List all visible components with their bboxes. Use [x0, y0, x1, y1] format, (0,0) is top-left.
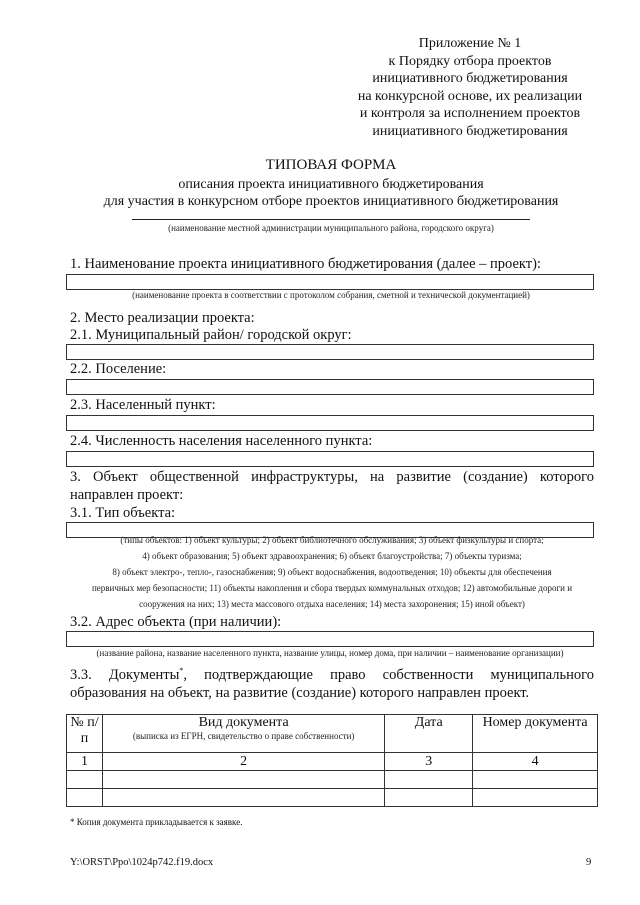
documents-label-start: 3.3. Документы — [70, 667, 180, 683]
table-numbering-row — [67, 753, 598, 771]
object-address-hint: (название района, название населенного пункта, название улицы, номер дома, при наличии – наименование организации) — [96, 648, 564, 658]
header-doc-type — [102, 715, 384, 753]
object-address-field[interactable] — [66, 631, 594, 647]
table-cell[interactable] — [473, 789, 598, 807]
documents-label-end: , подтверждающие право собственности муниципального образования на объект, на развитие (создание) которого направлен проект. — [70, 667, 594, 701]
population-label: 2.4. Численность населения населенного пункта: — [70, 433, 373, 449]
appendix-block — [330, 35, 610, 141]
object-address-label: 3.2. Адрес объекта (при наличии): — [70, 614, 282, 630]
table-cell[interactable] — [385, 789, 473, 807]
column-number: 1 — [67, 753, 103, 771]
table-header-row — [67, 715, 598, 753]
appendix-line: инициативного бюджетирования — [372, 71, 568, 87]
object-types-hint — [70, 532, 594, 612]
project-name-label: 1. Наименование проекта инициативного бюджетирования (далее – проект): — [70, 256, 541, 272]
header-doc-type-label: Вид документа — [198, 715, 289, 730]
documents-table — [66, 714, 598, 807]
form-subtitle-1: описания проекта инициативного бюджетирования — [178, 177, 484, 192]
table-cell[interactable] — [102, 789, 384, 807]
object-types-line: (типы объектов: 1) объект культуры; 2) объект библиотечного обслуживания; 3) объект физкультуры и спорта; — [120, 535, 544, 545]
infrastructure-label: 3. Объект общественной инфраструктуры, на развитие (создание) которого направлен проект: — [70, 469, 594, 503]
place-label: 2. Место реализации проекта: — [70, 310, 255, 326]
object-types-line: 4) объект образования; 5) объект здравоохранения; 6) объект благоустройства; 7) объекты туризма; — [142, 551, 522, 561]
table-cell[interactable] — [473, 771, 598, 789]
page-number: 9 — [586, 857, 592, 868]
admin-name-hint: (наименование местной администрации муниципального района, городского округа) — [168, 223, 494, 233]
documents-label — [70, 667, 594, 702]
header-doc-number: Номер документа — [473, 715, 598, 753]
appendix-line: Приложение № 1 — [418, 36, 522, 51]
header-num: № п/п — [67, 715, 103, 753]
table-cell[interactable] — [385, 771, 473, 789]
settlement-field[interactable] — [66, 379, 594, 395]
settlement-label: 2.2. Поселение: — [70, 361, 167, 377]
project-name-field[interactable] — [66, 274, 594, 290]
district-label: 2.1. Муниципальный район/ городской округ: — [70, 327, 352, 343]
appendix-line: к Порядку отбора проектов — [388, 53, 552, 69]
population-field[interactable] — [66, 451, 594, 467]
table-row — [67, 771, 598, 789]
footnote-mark: * — [179, 666, 184, 676]
table-row — [67, 789, 598, 807]
form-subtitle-2: для участия в конкурсном отборе проектов инициативного бюджетирования — [103, 194, 559, 209]
project-name-hint: (наименование проекта в соответствии с протоколом собрания, сметной и технической документацией) — [132, 290, 530, 300]
table-cell[interactable] — [67, 789, 103, 807]
table-cell[interactable] — [67, 771, 103, 789]
object-types-line: 8) объект электро-, тепло-, газоснабжения; 9) объект водоснабжения, водоотведения; 10) объекты для обеспечения — [112, 567, 552, 577]
object-types-line: сооружения на них; 13) места массового отдыха населения; 14) места захоронения; 15) иной объект) — [139, 599, 525, 609]
column-number: 4 — [473, 753, 598, 771]
appendix-line: инициативного бюджетирования — [372, 123, 568, 139]
admin-name-line — [132, 219, 530, 220]
footnote: * Копия документа прикладывается к заявке. — [70, 817, 243, 827]
column-number: 2 — [102, 753, 384, 771]
district-field[interactable] — [66, 344, 594, 360]
column-number: 3 — [385, 753, 473, 771]
appendix-line: на конкурсной основе, их реализации — [357, 88, 583, 104]
object-type-label: 3.1. Тип объекта: — [70, 505, 176, 521]
locality-field[interactable] — [66, 415, 594, 431]
form-title: ТИПОВАЯ ФОРМА — [265, 157, 397, 173]
header-date: Дата — [385, 715, 473, 753]
table-cell[interactable] — [102, 771, 384, 789]
footer-file-path: Y:\ORST\Ppo\1024p742.f19.docx — [70, 857, 214, 868]
locality-label: 2.3. Населенный пункт: — [70, 397, 216, 413]
appendix-line: и контроля за исполнением проектов — [359, 106, 581, 122]
object-types-line: первичных мер безопасности; 11) объекты накопления и сбора твердых коммунальных отходов; 12) автомобильные дороги и — [91, 583, 573, 593]
header-doc-type-hint: (выписка из ЕГРН, свидетельство о праве собственности) — [132, 731, 355, 741]
